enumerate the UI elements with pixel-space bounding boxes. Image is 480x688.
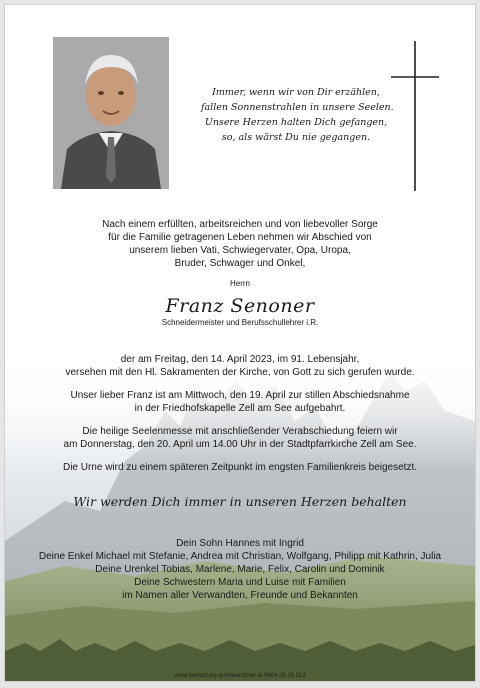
- obituary-card: [4, 4, 476, 682]
- intro-line: Nach einem erfüllten, arbeitsreichen und von liebevoller Sorge: [102, 219, 378, 230]
- deceased-name: Franz Senoner: [165, 295, 315, 317]
- poem-line: Unsere Herzen halten Dich gefangen,: [204, 117, 388, 128]
- death-notice: [5, 353, 475, 379]
- footer-contact: www.bestattung-gschwandtner.at 0664 28 28 013: [174, 673, 306, 679]
- poem-line: so, als wärst Du nie gegangen.: [221, 132, 371, 143]
- death-notice-line: der am Freitag, den 14. April 2023, im 91. Lebensjahr,: [120, 354, 360, 365]
- intro-line: Bruder, Schwager und Onkel,: [174, 258, 306, 269]
- viewing-line: Unser lieber Franz ist am Mittwoch, den 19. April zur stillen Abschiedsnahme: [70, 390, 410, 401]
- profession: Schneidermeister und Berufsschullehrer i.R.: [161, 318, 319, 327]
- mourner-line: im Namen aller Verwandten, Freunde und Bekannten: [122, 590, 358, 601]
- salutation: Herrn: [229, 279, 250, 288]
- mourners-list: [5, 537, 475, 602]
- mourner-line: Dein Sohn Hannes mit Ingrid: [176, 538, 304, 549]
- intro-text: [5, 218, 475, 270]
- mass-line: am Donnerstag, den 20. April um 14.00 Uhr in der Stadtpfarrkirche Zell am See.: [63, 439, 417, 450]
- poem-line: Immer, wenn wir von Dir erzählen,: [212, 87, 380, 98]
- mourner-line: Deine Schwestern Maria und Luise mit Familien: [134, 577, 346, 588]
- poem: [201, 85, 394, 145]
- viewing-notice: [5, 389, 475, 415]
- mass-notice: [5, 425, 475, 451]
- urn-notice: [5, 461, 475, 474]
- cross-icon: [391, 41, 439, 191]
- motto: Wir werden Dich immer in unseren Herzen behalten: [73, 494, 407, 509]
- mourner-line: Deine Enkel Michael mit Stefanie, Andrea mit Christian, Wolfgang, Philipp mit Kathrin, Julia: [38, 551, 442, 562]
- urn-line: Die Urne wird zu einem späteren Zeitpunkt im engsten Familienkreis beigesetzt.: [62, 462, 418, 473]
- viewing-line: in der Friedhofskapelle Zell am See aufgebahrt.: [134, 403, 346, 414]
- mass-line: Die heilige Seelenmesse mit anschließender Verabschiedung feiern wir: [82, 426, 398, 437]
- intro-line: für die Familie getragenen Leben nehmen wir Abschied von: [108, 232, 372, 243]
- poem-line: fallen Sonnenstrahlen in unsere Seelen.: [201, 102, 394, 113]
- intro-line: unserem lieben Vati, Schwiegervater, Opa, Uropa,: [129, 245, 351, 256]
- death-notice-line: versehen mit den Hl. Sakramenten der Kirche, von Gott zu sich gerufen wurde.: [65, 367, 415, 378]
- portrait-photo: [53, 37, 169, 189]
- mourner-line: Deine Urenkel Tobias, Marlene, Marie, Felix, Carolin und Dominik: [95, 564, 385, 575]
